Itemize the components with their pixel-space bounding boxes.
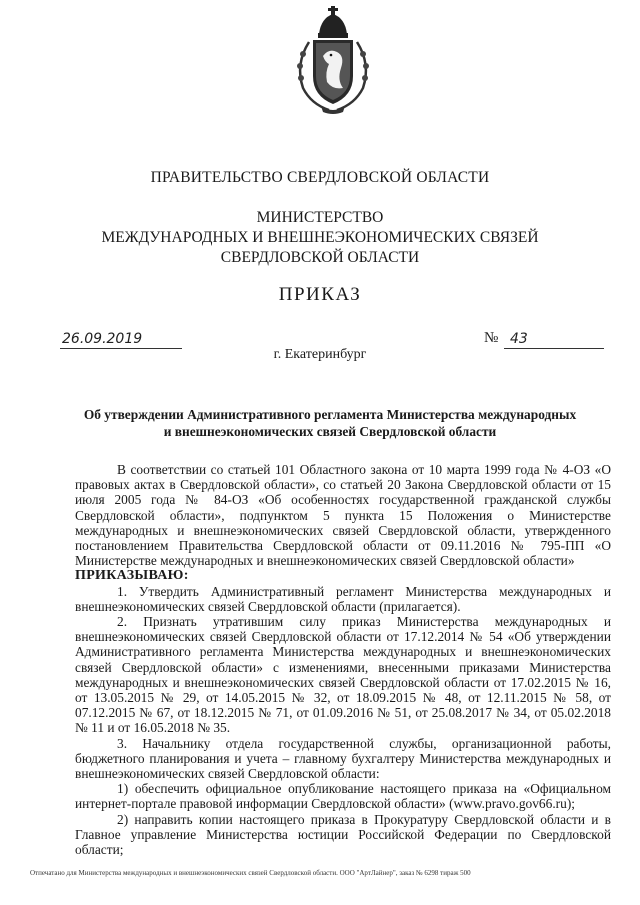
item-2-paragraph: 2. Признать утратившим силу приказ Министерства международных и внешнеэкономических связей Свердловской области от 17.12.2014 № 54 «Об утверждении Административного регламента Министерства международных и внешнеэкономических связей Свердловской области» с изменениями, внесенными приказами Министерства международных и внешнеэкономических связей Свердловской области от 17.02.2015 № 16, от 13.05.2015 № 29, от 14.05.2015 № 32, от 18.09.2015 № 48, от 12.11.2015 № 58, от 07.12.2015 № 67, от 18.12.2015 № 71, от 01.09.2016 № 51, от 25.08.2017 № 34, от 05.02.2018 № 11 и от 16.05.2018 № 35. xyxy=(75,614,611,736)
item-3-2-paragraph: 2) направить копии настоящего приказа в Прокуратуру Свердловской области и в Главное управление Министерства юстиции Российской Федерации по Свердловской области; xyxy=(75,811,611,858)
item-1-paragraph: 1. Утвердить Административный регламент Министерства международных и внешнеэкономических связей Свердловской области (прилагается). xyxy=(75,583,611,614)
print-footer: Отпечатано для Министерства международных и внешнеэкономических связей Свердловской области. ООО "АртЛайнер", заказ № 6298 тираж 500 xyxy=(30,869,471,877)
preamble-paragraph: В соответствии со статьей 101 Областного закона от 10 марта 1999 года № 4-ОЗ «О правовых актах в Свердловской области», со статьей 20 Закона Свердловской области от 15 июля 2005 года № 84-ОЗ «Об особенностях государственной гражданской службы Свердловской области», подпунктом 5 пункта 15 Положения о Министерстве международных и внешнеэкономических связей Свердловской области, утвержденного постановлением Правительства Свердловской области от 09.11.2016 № 795-ПП «О Министерстве международных и внешнеэкономических связей Свердловской области» xyxy=(75,462,611,569)
coat-of-arms-emblem xyxy=(291,4,375,116)
date-value: 26.09.2019 xyxy=(62,331,143,347)
subject-line-1: Об утверждении Административного регламента Министерства международных xyxy=(83,407,577,422)
item-3-paragraph: 3. Начальнику отдела государственной службы, организационной работы, бюджетного планирования и учета – главному бухгалтеру Министерства международных и внешнеэкономических связей Свердловской области: xyxy=(75,735,611,782)
ministry-title-line-1: МИНИСТЕРСТВО xyxy=(256,209,384,226)
subject-line-2: и внешнеэкономических связей Свердловской области xyxy=(163,424,497,439)
city-line: г. Екатеринбург xyxy=(273,347,367,362)
item-3-1-paragraph: 1) обеспечить официальное опубликование настоящего приказа на «Официальном интернет-портале правовой информации Свердловской области» (www.pravo.gov66.ru); xyxy=(75,781,611,812)
ministry-title-line-2: МЕЖДУНАРОДНЫХ И ВНЕШНЕЭКОНОМИЧЕСКИХ СВЯЗЕЙ xyxy=(101,229,539,246)
number-label: № xyxy=(484,330,499,346)
order-subject xyxy=(60,406,600,440)
order-word: ПРИКАЗЫВАЮ: xyxy=(75,568,189,584)
order-body xyxy=(75,462,611,857)
number-value: 43 xyxy=(510,331,528,347)
document-type-title: ПРИКАЗ xyxy=(278,284,362,305)
government-title: ПРАВИТЕЛЬСТВО СВЕРДЛОВСКОЙ ОБЛАСТИ xyxy=(150,169,490,186)
ministry-title-line-3: СВЕРДЛОВСКОЙ ОБЛАСТИ xyxy=(220,249,420,266)
